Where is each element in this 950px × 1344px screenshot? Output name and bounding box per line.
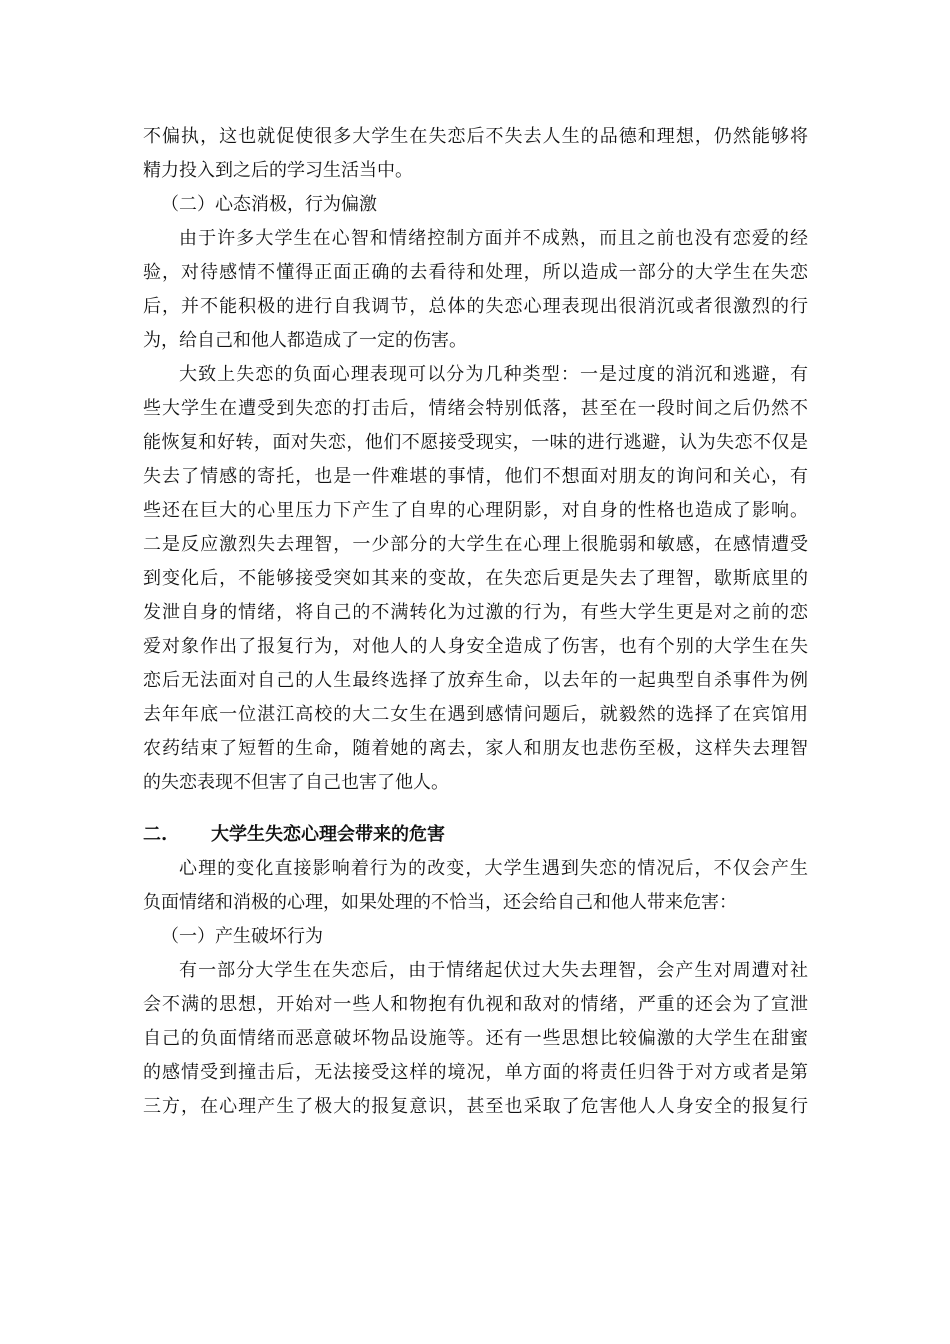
text-line: 后，并不能积极的进行自我调节，总体的失恋心理表现出很消沉或者很激烈的行 bbox=[143, 296, 808, 317]
text-line: 会不满的思想，开始对一些人和物抱有仇视和敌对的情绪，严重的还会为了宣泄 bbox=[143, 994, 808, 1015]
text-line: 三方，在心理产生了极大的报复意识，甚至也采取了危害他人人身安全的报复行 bbox=[143, 1096, 808, 1117]
text-line: 能恢复和好转，面对失恋，他们不愿接受现实，一味的进行逃避，认为失恋不仅是 bbox=[143, 432, 808, 453]
text-line: 的感情受到撞击后，无法接受这样的境况，单方面的将责任归咎于对方或者是第 bbox=[143, 1062, 808, 1083]
text-line: 验，对待感情不懂得正面正确的去看待和处理，所以造成一部分的大学生在失恋 bbox=[143, 262, 808, 283]
text-line: 农药结束了短暂的生命，随着她的离去，家人和朋友也悲伤至极，这样失去理智 bbox=[143, 738, 808, 759]
paragraph-subsection-2 bbox=[143, 222, 808, 358]
text-line: 大致上失恋的负面心理表现可以分为几种类型：一是过度的消沉和逃避，有 bbox=[179, 364, 808, 385]
text-line: 二是反应激烈失去理智，一少部分的大学生在心理上很脆弱和敏感，在感情遭受 bbox=[143, 534, 808, 555]
section-heading-2 bbox=[143, 818, 808, 852]
subsection-heading-1: （一）产生破坏行为 bbox=[161, 926, 323, 947]
text-line: 不偏执，这也就促使很多大学生在失恋后不失去人生的品德和理想，仍然能够将 bbox=[143, 126, 808, 147]
text-line: 的失恋表现不但害了自己也害了他人。 bbox=[143, 772, 449, 793]
text-line: 失去了情感的寄托，也是一件难堪的事情，他们不想面对朋友的询问和关心，有 bbox=[143, 466, 808, 487]
text-line: 为，给自己和他人都造成了一定的伤害。 bbox=[143, 330, 467, 351]
text-line: 发泄自身的情绪，将自己的不满转化为过激的行为，有些大学生更是对之前的恋 bbox=[143, 602, 808, 623]
document-page bbox=[143, 120, 808, 1124]
section-number: 二. bbox=[143, 824, 168, 845]
text-line: 由于许多大学生在心智和情绪控制方面并不成熟，而且之前也没有恋爱的经 bbox=[179, 228, 808, 249]
text-line: 有一部分大学生在失恋后，由于情绪起伏过大失去理智，会产生对周遭对社 bbox=[179, 960, 808, 981]
text-line: 自己的负面情绪而恶意破坏物品设施等。还有一些思想比较偏激的大学生在甜蜜 bbox=[143, 1028, 808, 1049]
text-line: 到变化后，不能够接受突如其来的变故，在失恋后更是失去了理智，歇斯底里的 bbox=[143, 568, 808, 589]
text-line: 些大学生在遭受到失恋的打击后，情绪会特别低落，甚至在一段时间之后仍然不 bbox=[143, 398, 808, 419]
paragraph-intro bbox=[143, 120, 808, 188]
text-line: 爱对象作出了报复行为，对他人的人身安全造成了伤害，也有个别的大学生在失 bbox=[143, 636, 808, 657]
text-line: 精力投入到之后的学习生活当中。 bbox=[143, 160, 413, 181]
text-line: 些还在巨大的心里压力下产生了自卑的心理阴影，对自身的性格也造成了影响。 bbox=[143, 500, 808, 521]
text-line: 负面情绪和消极的心理，如果处理的不恰当，还会给自己和他人带来危害： bbox=[143, 892, 737, 913]
paragraph-types bbox=[143, 358, 808, 800]
text-line: 心理的变化直接影响着行为的改变，大学生遇到失恋的情况后，不仅会产生 bbox=[179, 858, 808, 879]
subsection-heading-2: （二）心态消极，行为偏激 bbox=[161, 194, 377, 215]
section-title: 大学生失恋心理会带来的危害 bbox=[211, 824, 445, 845]
text-line: 去年年底一位湛江高校的大二女生在遇到感情问题后，就毅然的选择了在宾馆用 bbox=[143, 704, 808, 725]
paragraph-subsection-1 bbox=[143, 954, 808, 1124]
paragraph-section-2 bbox=[143, 852, 808, 920]
text-line: 恋后无法面对自己的人生最终选择了放弃生命，以去年的一起典型自杀事件为例 bbox=[143, 670, 808, 691]
